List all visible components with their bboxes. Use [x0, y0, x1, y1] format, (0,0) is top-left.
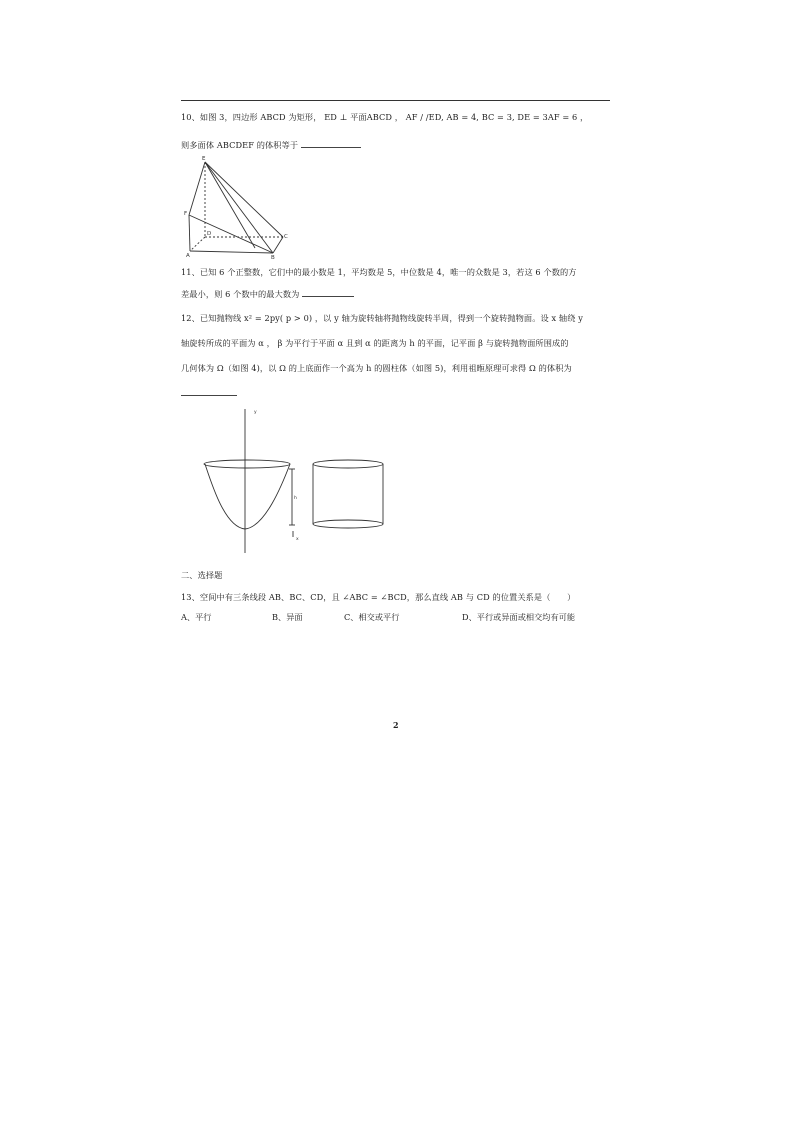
q11-line2-text: 差最小，则 6 个数中的最大数为 — [181, 289, 300, 299]
q13-option-d: D、平行或异面或相交均有可能 — [462, 612, 576, 622]
header-rule — [181, 100, 610, 101]
q13-option-c: C、相交或平行 — [344, 612, 400, 622]
q11-line2 — [181, 287, 354, 300]
q11-answer-blank — [302, 287, 354, 297]
q12-answer-blank — [181, 386, 237, 396]
fig3-label-e: E — [202, 156, 206, 162]
fig3-label-c: C — [284, 234, 288, 240]
figure-4-5-paraboloid-cylinder — [190, 405, 400, 555]
section-2-title: 二、选择题 — [181, 570, 223, 580]
fig3-label-d: D — [207, 231, 212, 237]
page-number: 2 — [393, 720, 399, 730]
q12-line4 — [181, 386, 237, 399]
q12-line1: 12、已知抛物线 x² = 2py( p > 0) ，以 y 轴为旋转轴将抛物线旋转半周，得到一个旋转抛物面。设 x 轴绕 y — [181, 313, 583, 323]
q13-option-b: B、异面 — [272, 612, 303, 622]
q12-line3: 几何体为 Ω（如图 4)，以 Ω 的上底面作一个高为 h 的圆柱体（如图 5)，利用祖暅原理可求得 Ω 的体积为 — [181, 363, 572, 373]
q12-line2: 轴旋转所成的平面为 α ， β 为平行于平面 α 且到 α 的距离为 h 的平面，记平面 β 与旋转抛物面所围成的 — [181, 338, 569, 348]
q13-stem: 13、空间中有三条线段 AB、BC、CD，且 ∠ABC = ∠BCD，那么直线 AB 与 CD 的位置关系是（ ） — [181, 592, 576, 602]
q10-line1: 10、如图 3，四边形 ABCD 为矩形， ED ⊥ 平面ABCD ， AF / /ED, AB = 4, BC = 3, DE = 3AF = 6 ， — [181, 112, 589, 122]
fig3-label-a: A — [186, 253, 190, 259]
q10-line2 — [181, 138, 361, 151]
fig3-label-f: F — [184, 211, 188, 217]
fig3-label-b: B — [271, 255, 275, 260]
fig4-label-h: h — [294, 496, 297, 501]
fig4-label-x: x — [296, 537, 299, 542]
q13-option-a: A、平行 — [181, 612, 212, 622]
q10-answer-blank — [301, 138, 361, 148]
q10-line2-text: 则多面体 ABCDEF 的体积等于 — [181, 140, 299, 150]
q11-line1: 11、已知 6 个正整数，它们中的最小数是 1，平均数是 5，中位数是 4，唯一的众数是 3，若这 6 个数的方 — [181, 267, 577, 277]
figure-3-polyhedron — [183, 152, 293, 260]
fig4-label-y: y — [254, 410, 257, 415]
